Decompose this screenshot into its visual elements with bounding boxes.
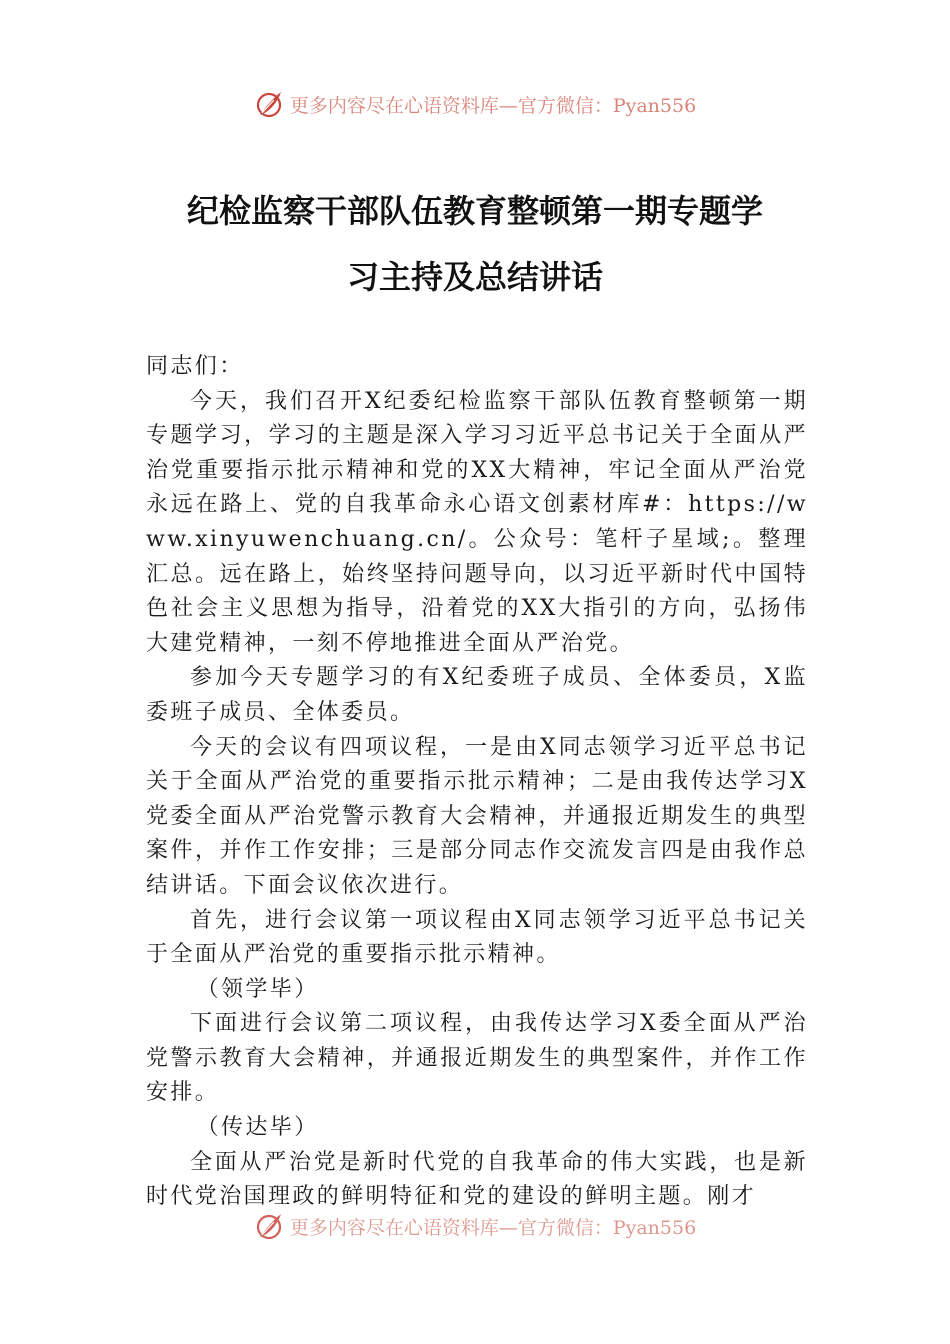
title-line-2: 习主持及总结讲话 bbox=[346, 258, 603, 296]
document-title bbox=[100, 178, 850, 310]
paragraph: 参加今天专题学习的有X纪委班子成员、全体委员，X监委班子成员、全体委员。 bbox=[146, 665, 808, 725]
stage-remark: （领学毕） bbox=[196, 976, 319, 1002]
salutation: 同志们： bbox=[146, 354, 244, 379]
watermark-text: 更多内容尽在心语资料库—官方微信：Pyan556 bbox=[289, 94, 697, 117]
paragraph: 首先，进行会议第一项议程由X同志领学习近平总书记关于全面从严治党的重要指示批示精神。 bbox=[146, 907, 808, 968]
stage-remark: （传达毕） bbox=[196, 1115, 319, 1141]
feather-pen-logo-icon bbox=[254, 89, 284, 119]
watermark-footer bbox=[0, 1206, 950, 1246]
paragraph: 全面从严治党是新时代党的自我革命的伟大实践，也是新时代党治国理政的鲜明特征和党的建设的鲜明主题。刚才 bbox=[146, 1149, 808, 1210]
watermark-text: 更多内容尽在心语资料库—官方微信：Pyan556 bbox=[289, 1216, 697, 1239]
title-line-1: 纪检监察干部队伍教育整顿第一期专题学 bbox=[186, 192, 763, 230]
paragraph: 今天的会议有四项议程，一是由X同志领学习近平总书记关于全面从严治党的重要指示批示精神；二是由我传达学习X党委全面从严治党警示教育大会精神，并通报近期发生的典型案件，并作工作安排；三是部分同志作交流发言四是由我作总结讲话。下面会议依次进行。 bbox=[146, 734, 808, 898]
paragraph: 今天，我们召开X纪委纪检监察干部队伍教育整顿第一期专题学习，学习的主题是深入学习习近平总书记关于全面从严治党重要指示批示精神和党的XX大精神，牢记全面从严治党永远在路上、党的自我革命永心语文创素材库#：https://www.xinyuwenchuang.cn/。公众号：笔杆子星域;。整理汇总。远在路上，始终坚持问题导向，以习近平新时代中国特色社会主义思想为指导，沿着党的XX大指引的方向，弘扬伟大建党精神，一刻不停地推进全面从严治党。 bbox=[146, 388, 808, 656]
feather-pen-logo-icon bbox=[254, 1211, 284, 1241]
paragraph: 下面进行会议第二项议程，由我传达学习X委全面从严治党警示教育大会精神，并通报近期发生的典型案件，并作工作安排。 bbox=[146, 1011, 808, 1106]
document-body bbox=[146, 350, 808, 1220]
watermark-header bbox=[0, 84, 950, 124]
